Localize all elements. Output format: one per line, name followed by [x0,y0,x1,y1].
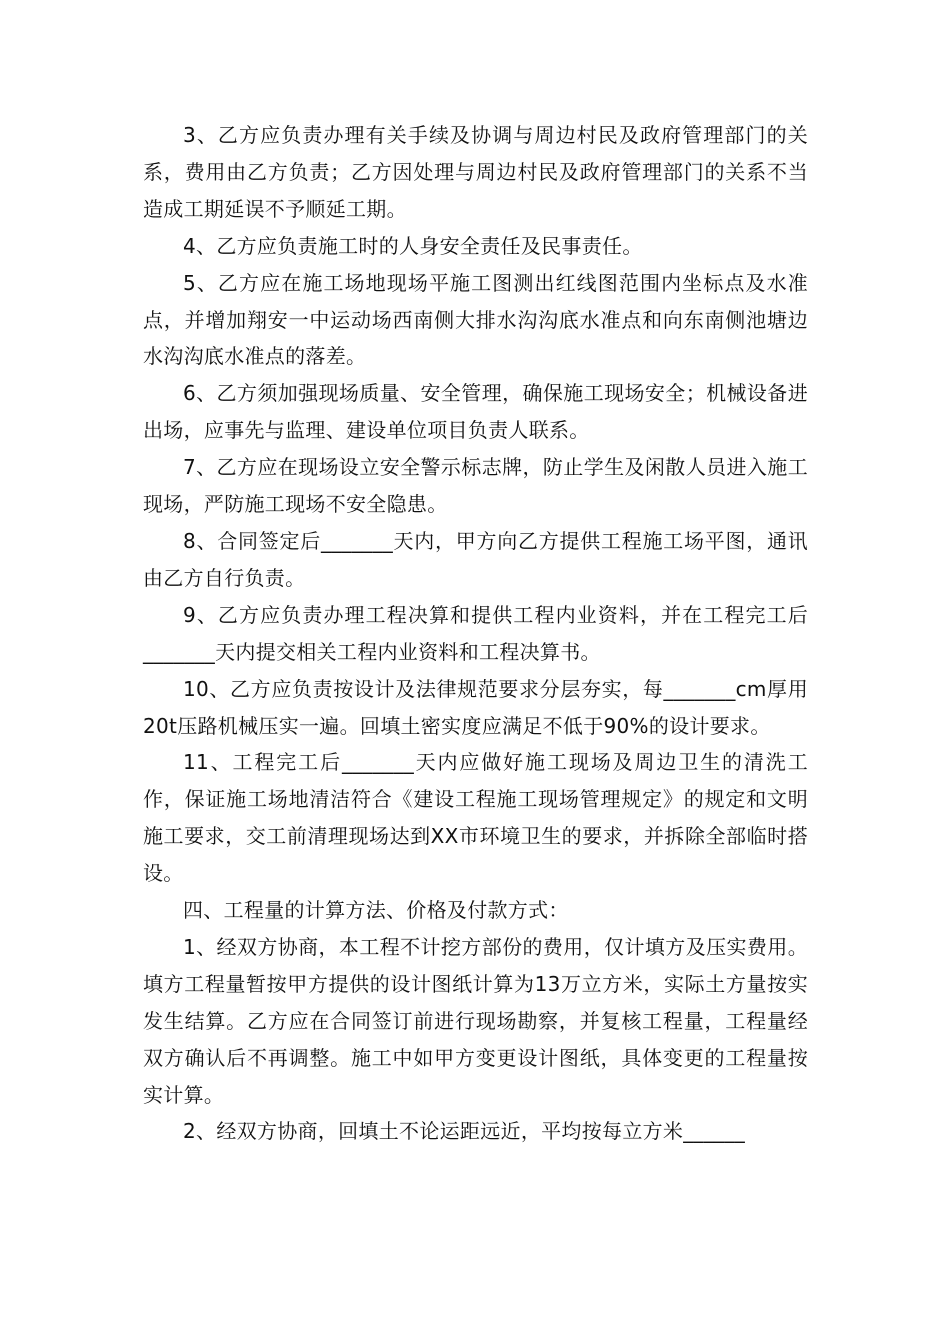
clause-3-paragraph: 3、乙方应负责办理有关手续及协调与周边村民及政府管理部门的关系，费用由乙方负责；乙方因处理与周边村民及政府管理部门的关系不当造成工期延误不予顺延工期。 [143,123,808,221]
payment-clause-1-paragraph: 1、经双方协商，本工程不计挖方部份的费用，仅计填方及压实费用。填方工程量暂按甲方提供的设计图纸计算为13万立方米，实际土方量按实发生结算。乙方应在合同签订前进行现场勘察，并复核工程量，工程量经双方确认后不再调整。施工中如甲方变更设计图纸，具体变更的工程量按实计算。 [143,934,808,1107]
clause-8-paragraph: 8、合同签定后_______天内，甲方向乙方提供工程施工场平图，通讯由乙方自行负责。 [143,528,808,590]
clause-10-paragraph: 10、乙方应负责按设计及法律规范要求分层夯实，每_______cm厚用20t压路机械压实一遍。回填土密实度应满足不低于90%的设计要求。 [143,676,808,738]
clause-4-paragraph: 4、乙方应负责施工时的人身安全责任及民事责任。 [183,233,643,258]
clause-6-paragraph: 6、乙方须加强现场质量、安全管理，确保施工现场安全；机械设备进出场，应事先与监理、建设单位项目负责人联系。 [143,381,808,443]
clause-11-paragraph: 11、工程完工后_______天内应做好施工现场及周边卫生的清洗工作，保证施工场地清洁符合《建设工程施工现场管理规定》的规定和文明施工要求，交工前清理现场达到XX市环境卫生的要求，并拆除全部临时搭设。 [143,750,808,886]
clause-5-paragraph: 5、乙方应在施工场地现场平施工图测出红线图范围内坐标点及水准点，并增加翔安一中运动场西南侧大排水沟沟底水准点和向东南侧池塘边水沟沟底水准点的落差。 [143,270,808,369]
payment-clause-2-paragraph: 2、经双方协商，回填土不论运距远近，平均按每立方米______ [183,1119,746,1144]
clause-9-paragraph: 9、乙方应负责办理工程决算和提供工程内业资料，并在工程完工后_______天内提交相关工程内业资料和工程决算书。 [143,602,808,664]
section-4-heading: 四、工程量的计算方法、价格及付款方式： [183,898,569,923]
contract-text-body [143,117,808,1150]
clause-7-paragraph: 7、乙方应在现场设立安全警示标志牌，防止学生及闲散人员进入施工现场，严防施工现场不安全隐患。 [143,455,808,517]
